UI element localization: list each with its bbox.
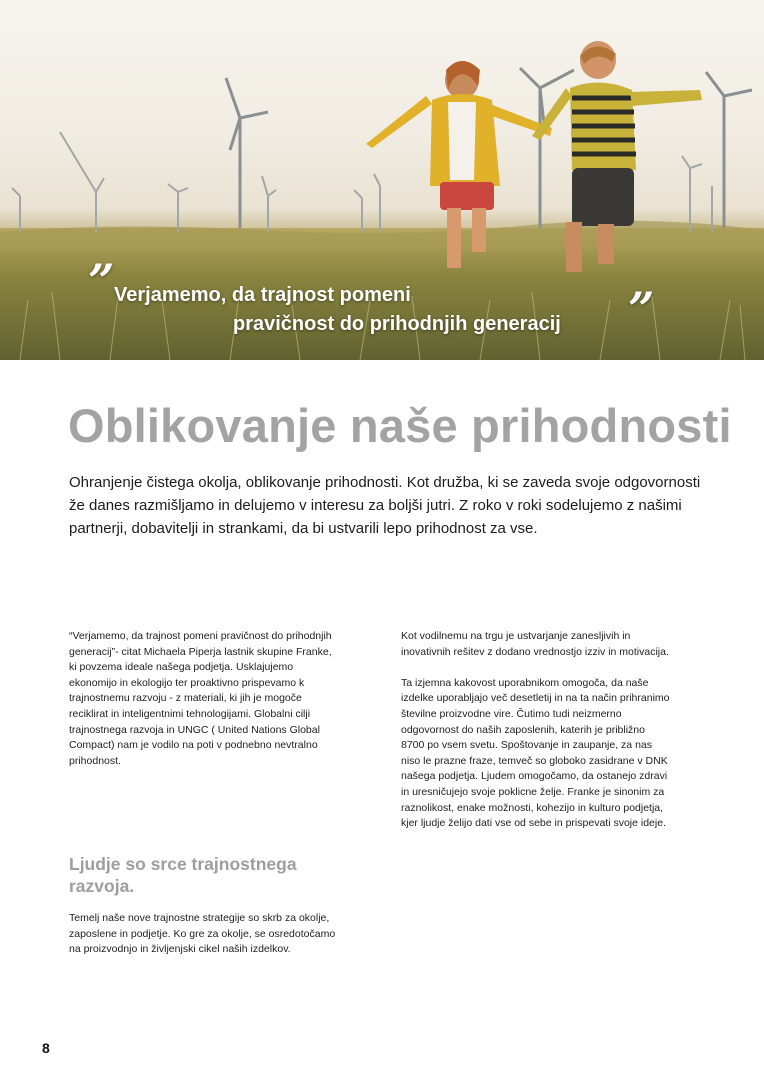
right-column-paragraph-2: Ta izjemna kakovost uporabnikom omogoča, da naše izdelke uporabljajo več desetletij in na ta način prihranimo številne proizvodne vire. Čutimo tudi neizmerno odgovornost do naših zaposlenih, katerih je približno 8700 po vsem svetu. Spoštovanje in zaupanje, za nas niso le prazne fraze, temveč so globoko zasidrane v DNK našega podjetja. Ljudem omogočamo, da ostanejo zdravi in uresničujejo svoje poklicne želje. Franke je sinonim za raznolikost, enake možnosti, kohezijo in kulturo podjetja, kjer ljudje želijo dati vse od sebe in prispevati svoje ideje. xyxy=(401,676,670,830)
hero-quote-line-1: Verjamemo, da trajnost pomeni xyxy=(114,284,411,306)
intro-paragraph: Ohranjenje čistega okolja, oblikovanje prihodnosti. Kot družba, ki se zaveda svoje odgovornosti že danes razmišljamo in delujemo v interesu za boljši jutri. Z roko v roki sodelujemo z našimi partnerji, dobavitelji in strankami, da bi ustvarili lepo prihodnost za vse. xyxy=(69,474,701,537)
right-column xyxy=(401,629,671,832)
open-quote-mark: ” xyxy=(88,254,115,308)
hero-image xyxy=(0,0,764,360)
left-column xyxy=(69,629,337,769)
hero-quote xyxy=(0,254,764,348)
people-section-heading: Ljudje so srce trajnostnega razvoja. xyxy=(69,854,297,896)
people-section-paragraph: Temelj naše nove trajnostne strategije so skrb za okolje, zaposlene in podjetje. Ko gre za okolje, se osredotočamo na proizvodnjo in življenjski cikel naših izdelkov. xyxy=(69,912,336,956)
page-number: 8 xyxy=(42,1040,50,1056)
left-column-paragraph: “Verjamemo, da trajnost pomeni pravičnost do prihodnjih generacij”- citat Michaela Piperja lastnik skupine Franke, ki povzema ideale našega podjetja. Usklajujemo ekonomijo in ekologijo ter proaktivno prispevamo k trajnostnemu razvoju - z materiali, ki jih je mogoče reciklirat in inteligentnimi tehnologijami. Globalni cilji trajnostnega razvoja in UNGC ( United Nations Global Compact) nam je vodilo na poti v podnebno nevtralno prihodnost. xyxy=(69,630,332,767)
people-section xyxy=(69,911,344,958)
hero-quote-line-2: pravičnost do prihodnjih generacij xyxy=(233,313,561,335)
page-title: Oblikovanje naše prihodnosti xyxy=(68,399,732,452)
right-column-paragraph-1: Kot vodilnemu na trgu je ustvarjanje zanesljivih in inovativnih rešitev z dodano vrednostjo izziv in motivacija. xyxy=(401,630,669,658)
close-quote-mark: ” xyxy=(628,282,655,336)
